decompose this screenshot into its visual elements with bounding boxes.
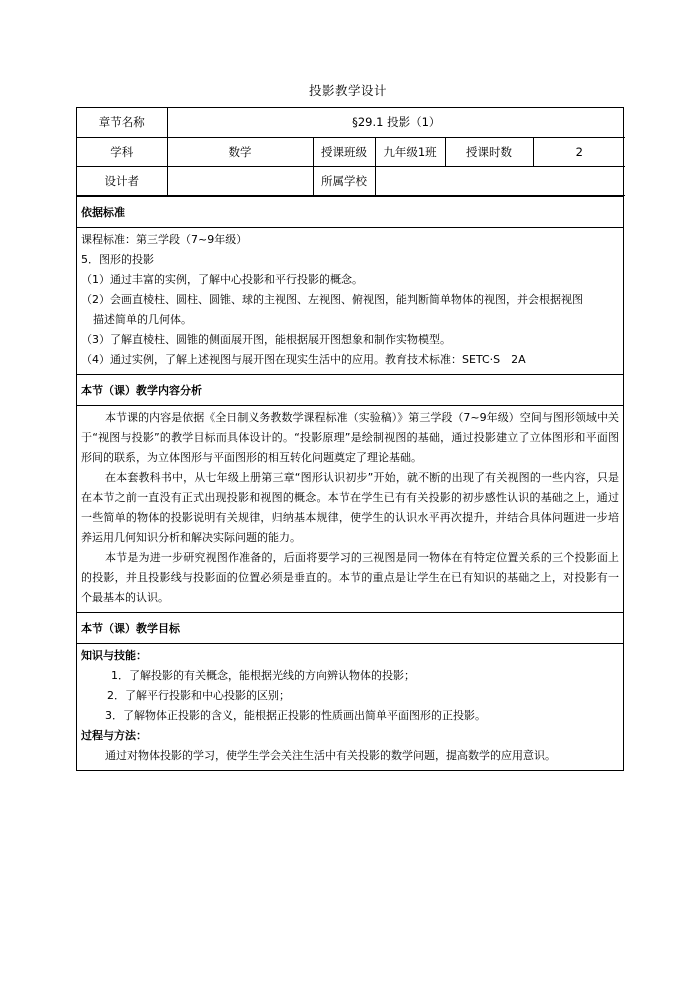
info-row-designer xyxy=(77,166,625,195)
knowledge-item: 2．了解平行投影和中心投影的区别； xyxy=(107,688,290,702)
class-value: 九年级1班 xyxy=(375,137,445,166)
knowledge-item: 3．了解物体正投影的含义，能根据正投影的性质画出简单平面图形的正投影。 xyxy=(105,708,486,722)
standards-body xyxy=(77,227,623,374)
info-row-chapter xyxy=(77,108,625,137)
chapter-label: 章节名称 xyxy=(77,108,167,137)
process-text: 通过对物体投影的学习，使学生学会关注生活中有关投影的数学问题，提高数学的应用意识。 xyxy=(105,748,556,762)
info-table xyxy=(77,108,625,196)
designer-label: 设计者 xyxy=(77,166,167,195)
standards-line: （3）了解直棱柱、圆锥的侧面展开图，能根据展开图想象和制作实物模型。 xyxy=(81,332,451,346)
objectives-body xyxy=(77,643,623,770)
subject-value: 数学 xyxy=(167,137,313,166)
school-value xyxy=(375,166,625,195)
standards-line: 课程标准：第三学段（7~9年级） xyxy=(81,232,248,246)
document-title: 投影教学设计 xyxy=(308,83,387,98)
content-analysis-heading: 本节（课）教学内容分析 xyxy=(77,374,623,405)
knowledge-label: 知识与技能： xyxy=(81,648,147,662)
standards-line: 5．图形的投影 xyxy=(81,252,154,266)
designer-value xyxy=(167,166,313,195)
chapter-value: §29.1 投影（1） xyxy=(167,108,625,137)
info-row-subject xyxy=(77,137,625,166)
standards-heading: 依据标准 xyxy=(77,196,623,227)
analysis-paragraph: 本节是为进一步研究视图作准备的，后面将要学习的三视图是同一物体在有特定位置关系的三个投影面上的投影，并且投影线与投影面的位置必须是垂直的。本节的重点是让学生在已有知识的基础之上，对投影有一个最基本的认识。 xyxy=(81,550,619,604)
standards-line: 描述简单的几何体。 xyxy=(93,312,192,326)
standards-line: （4）通过实例，了解上述视图与展开图在现实生活中的应用。教育技术标准：SETC·S 2A xyxy=(81,352,526,366)
standards-line: （2）会画直棱柱、圆柱、圆锥、球的主视图、左视图、俯视图，能判断简单物体的视图，并会根据视图 xyxy=(81,292,583,306)
class-label: 授课班级 xyxy=(313,137,375,166)
standards-line: （1）通过丰富的实例，了解中心投影和平行投影的概念。 xyxy=(81,272,363,286)
school-label: 所属学校 xyxy=(313,166,375,195)
hours-label: 授课时数 xyxy=(445,137,533,166)
analysis-paragraph: 在本套教科书中，从七年级上册第三章“图形认识初步”开始，就不断的出现了有关视图的一些内容，只是在本节之前一直没有正式出现投影和视图的概念。本节在学生已有有关投影的初步感性认识的基础之上，通过一些简单的物体的投影说明有关规律，归纳基本规律，使学生的认识水平再次提升，并结合具体问题进一步培养运用几何知识分析和解决实际问题的能力。 xyxy=(81,470,619,544)
lesson-plan-table xyxy=(76,107,624,771)
objectives-heading: 本节（课）教学目标 xyxy=(77,612,623,643)
analysis-paragraph: 本节课的内容是依据《全日制义务教数学课程标准（实验稿）》第三学段（7~9年级）空间与图形领域中关于“视图与投影”的教学目标而具体设计的。“投影原理”是绘制视图的基础，通过投影建立了立体图形和平面图形间的联系，为立体图形与平面图形的相互转化问题奠定了理论基础。 xyxy=(81,410,619,464)
content-analysis-body xyxy=(77,405,623,612)
knowledge-item: 1．了解投影的有关概念，能根据光线的方向辨认物体的投影； xyxy=(111,668,415,682)
hours-value: 2 xyxy=(533,137,625,166)
process-label: 过程与方法： xyxy=(81,728,147,742)
subject-label: 学科 xyxy=(77,137,167,166)
